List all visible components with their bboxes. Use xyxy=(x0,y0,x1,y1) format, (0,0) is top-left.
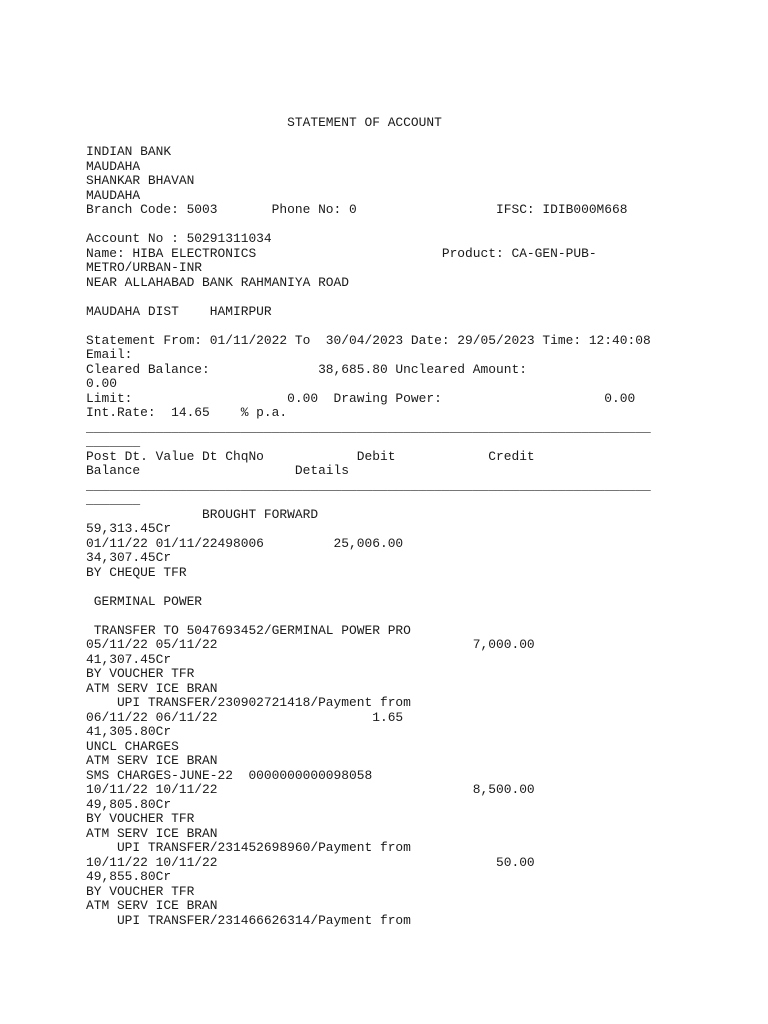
statement-line: Email: xyxy=(86,347,133,362)
statement-line: 59,313.45Cr xyxy=(86,521,172,536)
statement-line: SMS CHARGES-JUNE-22 0000000000098058 xyxy=(86,767,373,783)
statement-line: UPI TRANSFER/231466626314/Payment from xyxy=(86,912,411,928)
statement-line xyxy=(86,580,686,595)
statement-line xyxy=(86,218,686,233)
statement-line: 49,855.80Cr xyxy=(86,869,172,884)
statement-line: Post Dt. Value Dt ChqNo Debit Credit xyxy=(86,448,535,464)
statement-line: 34,307.45Cr xyxy=(86,550,172,565)
statement-document xyxy=(86,116,686,928)
statement-line: GERMINAL POWER xyxy=(86,593,203,609)
statement-line xyxy=(86,609,686,624)
statement-title: STATEMENT OF ACCOUNT xyxy=(86,115,442,130)
statement-line xyxy=(86,319,686,334)
statement-line: BY CHEQUE TFR xyxy=(86,564,187,580)
statement-line: Cleared Balance: 38,685.80 Uncleared Amount: xyxy=(86,361,527,377)
statement-line: MAUDAHA DIST HAMIRPUR xyxy=(86,303,272,319)
statement-line: Account No : 50291311034 xyxy=(86,231,272,246)
statement-line xyxy=(86,131,686,146)
statement-line: 0.00 xyxy=(86,376,117,391)
statement-line: _______ xyxy=(86,434,141,449)
statement-line: MAUDAHA xyxy=(86,158,141,174)
statement-line: ATM SERV ICE BRAN xyxy=(86,825,218,841)
statement-line: BROUGHT FORWARD xyxy=(86,506,319,522)
statement-line: 01/11/22 01/11/22498006 25,006.00 xyxy=(86,535,404,551)
statement-line: ATM SERV ICE BRAN xyxy=(86,898,218,913)
statement-line: 41,305.80Cr xyxy=(86,724,172,739)
statement-line: Int.Rate: 14.65 % p.a. xyxy=(86,405,288,420)
statement-line: UPI TRANSFER/230902721418/Payment from xyxy=(86,695,411,710)
statement-line: TRANSFER TO 5047693452/GERMINAL POWER PRO xyxy=(86,622,411,638)
statement-line: _______ xyxy=(86,492,141,507)
statement-line: Balance Details xyxy=(86,463,350,478)
statement-line: UPI TRANSFER/231452698960/Payment from xyxy=(86,840,411,855)
statement-line: BY VOUCHER TFR xyxy=(86,811,195,826)
statement-line: BY VOUCHER TFR xyxy=(86,883,195,899)
statement-line: MAUDAHA xyxy=(86,187,141,203)
statement-line: INDIAN BANK xyxy=(86,144,172,159)
statement-line xyxy=(86,290,686,305)
statement-line: 49,805.80Cr xyxy=(86,796,172,812)
statement-line: _________________________________________________________________________ xyxy=(86,477,651,493)
statement-line: BY VOUCHER TFR xyxy=(86,666,195,681)
statement-line: Name: HIBA ELECTRONICS Product: CA-GEN-PUB- xyxy=(86,245,597,261)
statement-line: Branch Code: 5003 Phone No: 0 IFSC: IDIB000M668 xyxy=(86,202,628,217)
statement-line: NEAR ALLAHABAD BANK RAHMANIYA ROAD xyxy=(86,274,350,290)
statement-line: UNCL CHARGES xyxy=(86,738,179,754)
statement-line: 10/11/22 10/11/22 50.00 xyxy=(86,854,535,870)
statement-line: 41,307.45Cr xyxy=(86,651,172,667)
statement-line: 06/11/22 06/11/22 1.65 xyxy=(86,709,404,725)
statement-line: _________________________________________________________________________ xyxy=(86,419,651,435)
statement-line: 10/11/22 10/11/22 8,500.00 xyxy=(86,782,535,797)
statement-line: 05/11/22 05/11/22 7,000.00 xyxy=(86,637,535,652)
statement-line: ATM SERV ICE BRAN xyxy=(86,680,218,696)
statement-line: Statement From: 01/11/2022 To 30/04/2023 Date: 29/05/2023 Time: 12:40:08 xyxy=(86,332,651,348)
statement-line: ATM SERV ICE BRAN xyxy=(86,753,218,768)
statement-line: METRO/URBAN-INR xyxy=(86,260,203,275)
statement-line: SHANKAR BHAVAN xyxy=(86,173,195,188)
statement-line: Limit: 0.00 Drawing Power: 0.00 xyxy=(86,390,636,406)
